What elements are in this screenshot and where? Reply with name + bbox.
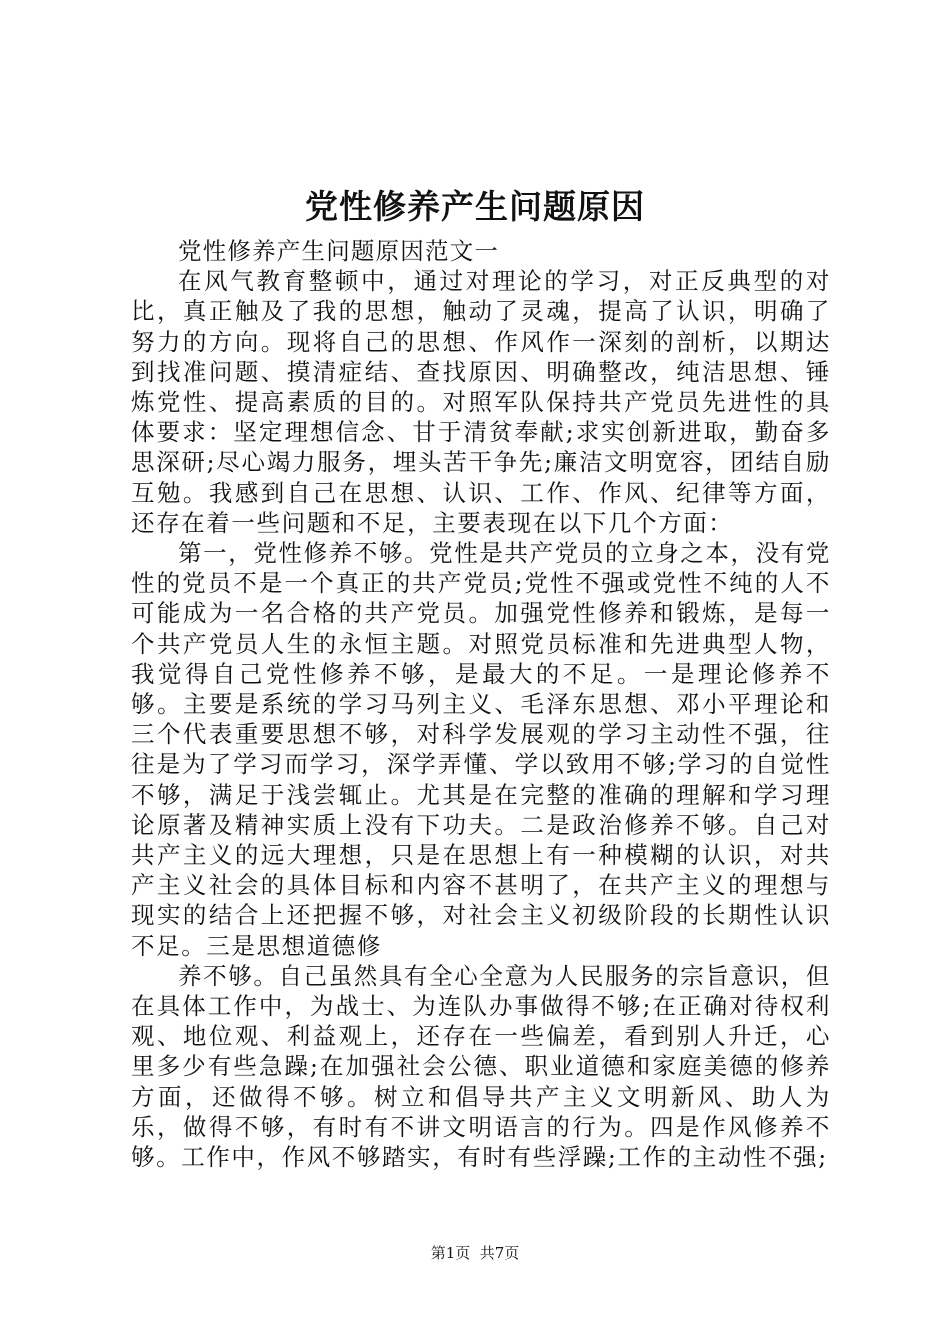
document-body <box>131 236 831 1172</box>
paragraph-moral-cultivation: 养不够。自己虽然具有全心全意为人民服务的宗旨意识，但在具体工作中，为战士、为连队办事做得不够;在正确对待权利观、地位观、利益观上，还存在一些偏差，看到别人升迁，心里多少有些急躁;在加强社会公德、职业道德和家庭美德的修养方面，还做得不够。树立和倡导共产主义文明新风、助人为乐，做得不够，有时有不讲文明语言的行为。四是作风修养不够。工作中，作风不够踏实，有时有些浮躁;工作的主动性不强; <box>131 961 831 1172</box>
page-footer <box>0 1242 950 1264</box>
paragraph-party-spirit: 第一，党性修养不够。党性是共产党员的立身之本，没有党性的党员不是一个真正的共产党员;党性不强或党性不纯的人不可能成为一名合格的共产党员。加强党性修养和锻炼，是每一个共产党员人生的永恒主题。对照党员标准和先进典型人物，我觉得自己党性修养不够，是最大的不足。一是理论修养不够。主要是系统的学习马列主义、毛泽东思想、邓小平理论和三个代表重要思想不够，对科学发展观的学习主动性不强，往往是为了学习而学习，深学弄懂、学以致用不够;学习的自觉性不够，满足于浅尝辄止。尤其是在完整的准确的理解和学习理论原著及精神实质上没有下功夫。二是政治修养不够。自己对共产主义的远大理想，只是在思想上有一种模糊的认识，对共产主义社会的具体目标和内容不甚明了，在共产主义的理想与现实的结合上还把握不够，对社会主义初级阶段的长期性认识不足。三是思想道德修 <box>131 539 831 960</box>
page-number: 第1页 共7页 <box>430 1244 520 1262</box>
paragraph-intro: 在风气教育整顿中，通过对理论的学习，对正反典型的对比，真正触及了我的思想，触动了灵魂，提高了认识，明确了努力的方向。现将自己的思想、作风作一深刻的剖析，以期达到找准问题、摸清症结、查找原因、明确整改，纯洁思想、锤炼党性、提高素质的目的。对照军队保持共产党员先进性的具体要求：坚定理想信念、甘于清贫奉献;求实创新进取，勤奋多思深研;尽心竭力服务，埋头苦干争先;廉洁文明宽容，团结自励互勉。我感到自己在思想、认识、工作、作风、纪律等方面，还存在着一些问题和不足，主要表现在以下几个方面： <box>131 267 831 537</box>
document-title: 党性修养产生问题原因 <box>305 187 645 226</box>
section-heading: 党性修养产生问题原因范文一 <box>178 237 500 265</box>
